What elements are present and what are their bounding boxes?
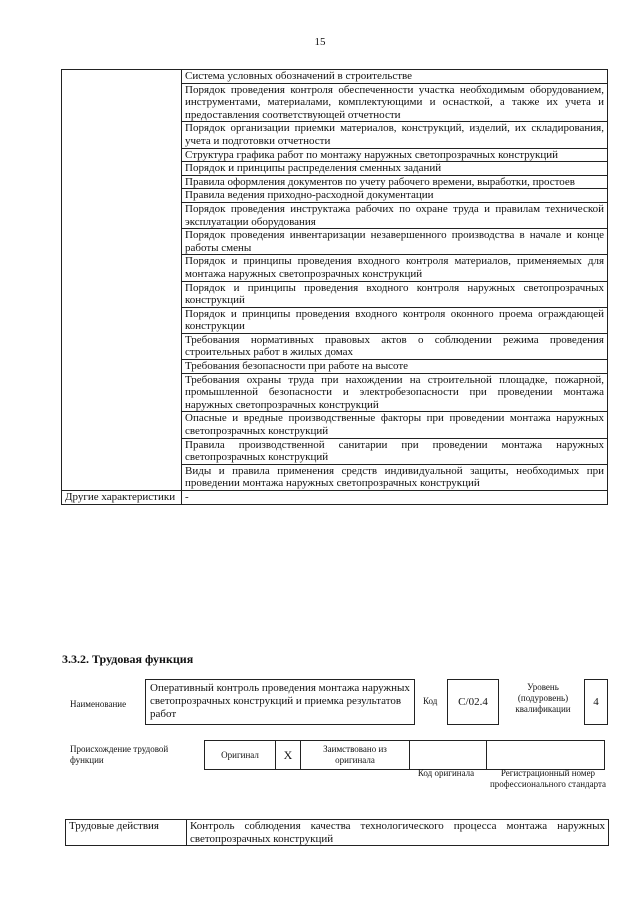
requirement-item: Порядок и принципы проведения входного контроля наружных светопрозрачных конструкций [182,281,608,307]
code-label: Код [423,696,438,706]
requirement-item: Требования нормативных правовых актов о соблюдении режима проведения строительных работ в жилых домах [182,333,608,359]
requirement-item: Порядок проведения контроля обеспеченности участка необходимым оборудованием, инструментами, материалами, комплектующими и оснасткой, а также их учета и предоставления соответствующей отчетности [182,83,608,122]
requirement-item: Порядок и принципы проведения входного контроля материалов, применяемых для монтажа наружных светопрозрачных конструкций [182,255,608,281]
requirement-item: Правила оформления документов по учету рабочего времени, выработки, простоев [182,175,608,189]
requirement-item: Правила ведения приходно-расходной документации [182,189,608,203]
actions-label: Трудовые действия [66,820,187,846]
requirement-item: Виды и правила применения средств индивидуальной защиты, необходимых при проведении монтажа наружных светопрозрачных конструкций [182,464,608,490]
requirement-row [62,70,608,84]
requirements-label-cell [62,70,182,491]
requirement-item: Порядок проведения инструктажа рабочих по охране труда и правилам технической эксплуатации оборудования [182,202,608,228]
level-label: Уровень (подуровень) квалификации [515,682,571,714]
original-mark: Х [276,741,301,770]
function-name: Оперативный контроль проведения монтажа наружных светопрозрачных конструкций и приемка результатов работ [145,679,415,725]
origin-table [204,740,605,770]
qualification-level: 4 [584,679,608,725]
requirement-item: Опасные и вредные производственные факторы при проведении монтажа наружных светопрозрачных конструкций [182,412,608,438]
requirement-item: Система условных обозначений в строительстве [182,70,608,84]
registration-number-cell [487,741,605,770]
other-characteristics-label: Другие характеристики [62,491,182,505]
requirement-item: Порядок и принципы распределения сменных заданий [182,162,608,176]
name-label: Наименование [70,699,127,709]
original-code-cell [410,741,487,770]
caption-original-code: Код оригинала [417,768,475,778]
requirement-item: Порядок организации приемки материалов, конструкций, изделий, их складирования, учета и подготовки отчетности [182,122,608,148]
requirement-item: Порядок проведения инвентаризации незавершенного производства в начале и конце работы смены [182,229,608,255]
requirement-item: Правила производственной санитарии при проведении монтажа наружных светопрозрачных конструкций [182,438,608,464]
action-item: Контроль соблюдения качества технологического процесса монтажа наружных светопрозрачных конструкций [187,820,609,846]
origin-label: Происхождение трудовой функции [70,744,169,765]
caption-registration-number: Регистрационный номер профессионального стандарта [489,768,607,789]
requirement-item: Порядок и принципы проведения входного контроля оконного проема ограждающей конструкции [182,307,608,333]
other-characteristics-row [62,491,608,505]
requirement-item: Требования охраны труда при нахождении на строительной площадке, пожарной, промышленной безопасности и электробезопасности при проведении монтажа наружных светопрозрачных конструкций [182,373,608,412]
requirements-table [61,69,608,505]
action-row [66,820,609,846]
actions-table [65,819,609,846]
borrowed-label: Заимствовано из оригинала [301,741,410,770]
section-heading: 3.3.2. Трудовая функция [62,652,194,666]
original-label: Оригинал [205,741,276,770]
function-code: C/02.4 [447,679,499,725]
other-characteristics-value: - [182,491,608,505]
page-number: 15 [314,36,326,48]
requirement-item: Требования безопасности при работе на высоте [182,360,608,374]
requirement-item: Структура графика работ по монтажу наружных светопрозрачных конструкций [182,148,608,162]
